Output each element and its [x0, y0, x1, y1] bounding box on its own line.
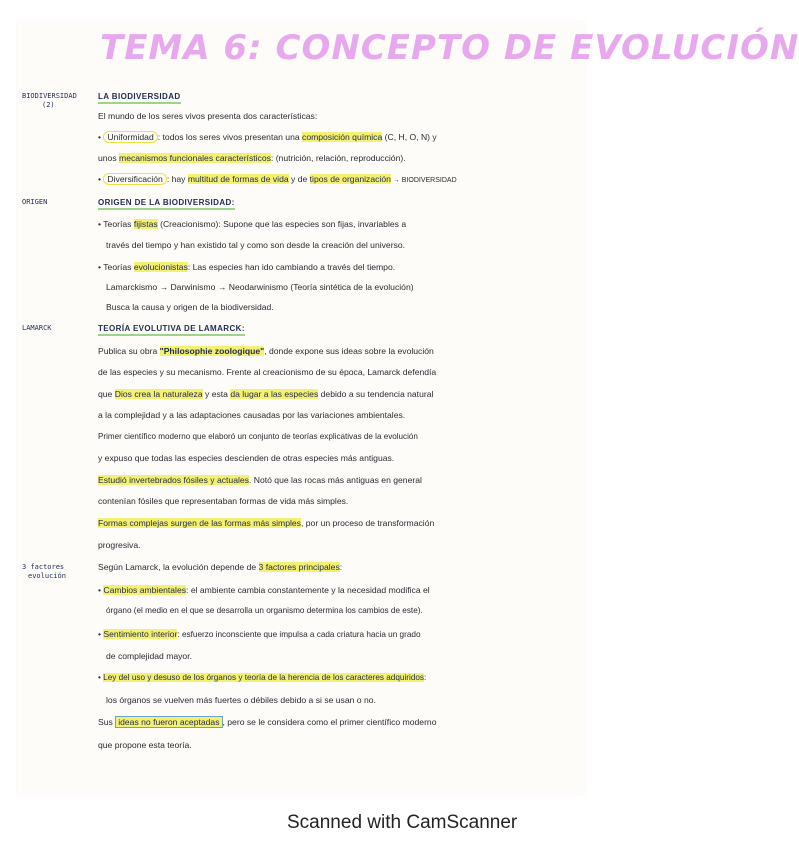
text: Publica su obra — [98, 346, 160, 356]
line-20: contenían fósiles que representaban formas de vida más simples. — [98, 496, 349, 506]
line-26 — [98, 628, 421, 641]
line-13 — [98, 345, 434, 357]
highlight-cambios-ambientales: Cambios ambientales — [103, 585, 187, 595]
highlight-estudio: Estudió — [98, 475, 130, 485]
text: y esta — [202, 389, 231, 399]
line-6 — [98, 196, 235, 209]
text: debido a su tendencia natural — [318, 389, 434, 399]
text: : (nutrición, relación, reproducción). — [270, 153, 406, 163]
line-16: a la complejidad y a las adaptaciones causadas por las variaciones ambientales. — [98, 410, 406, 420]
text: : — [339, 562, 343, 572]
highlight-multitud: multitud de formas de vida — [187, 174, 289, 184]
margin-label-factores — [22, 563, 66, 581]
line-25: órgano (el medio en el que se desarrolla un organismo determina los cambios de este). — [106, 606, 423, 615]
text: : esfuerzo inconsciente que impulsa a cada criatura hacia un grado — [177, 630, 421, 639]
circled-uniformidad: Uniformidad — [103, 131, 157, 143]
highlight-ideas-no-aceptadas: ideas no fueron aceptadas — [115, 716, 222, 728]
margin-label-lamarck: LAMARCK — [22, 324, 52, 332]
text: Neodarwinismo (Teoría sintética de la evolución) — [226, 282, 414, 292]
text: (Creacionismo): Supone que las especies son fijas, invariables a — [157, 219, 407, 229]
line-19 — [98, 474, 422, 486]
line-24 — [98, 584, 430, 596]
highlight-sentimiento: Sentimiento interior — [103, 629, 178, 639]
line-3 — [98, 131, 437, 143]
line-30 — [98, 716, 437, 728]
bullet: • — [98, 629, 104, 639]
line-21 — [98, 517, 434, 529]
text: , pero se le considera como el primer científico moderno — [222, 717, 437, 727]
highlight-formas-complejas: Formas complejas surgen de las formas más simples — [98, 518, 301, 528]
line-8: través del tiempo y han existido tal y como son desde la creación del universo. — [106, 240, 406, 250]
text: Sus — [98, 717, 116, 727]
line-9 — [98, 261, 395, 273]
arrow-right-icon: → — [217, 282, 227, 292]
text: unos — [98, 153, 120, 163]
heading-origen: ORIGEN DE LA BIODIVERSIDAD: — [98, 198, 235, 210]
text: Darwinismo — [168, 282, 218, 292]
margin-factores-text-2: evolución — [28, 572, 66, 580]
circled-diversificacion: Diversificación — [103, 173, 166, 185]
highlight-mecanismos: mecanismos funcionales característicos — [119, 153, 271, 163]
text: : hay — [166, 174, 188, 184]
text: → BIODIVERSIDAD — [390, 177, 457, 184]
line-7 — [98, 218, 406, 230]
text: , donde expone sus ideas sobre la evolución — [264, 346, 434, 356]
margin-label-biodiversidad — [22, 92, 77, 110]
highlight-composicion: composición química — [302, 132, 383, 142]
page-title: TEMA 6: CONCEPTO DE EVOLUCIÓN — [100, 28, 799, 68]
line-29: los órganos se vuelven más fuertes o débiles debido a si se usan o no. — [106, 695, 376, 705]
margin-biodiversidad-text: BIODIVERSIDAD — [22, 92, 77, 100]
text: Según Lamarck, la evolución depende de — [98, 562, 259, 572]
text: : el ambiente cambia constantemente y la necesidad modifica el — [186, 585, 430, 595]
text: que — [98, 389, 115, 399]
line-4 — [98, 152, 406, 164]
line-17: Primer científico moderno que elaboró un conjunto de teorías explicativas de la evolución — [98, 432, 418, 441]
highlight-fijistas: fijistas — [133, 219, 158, 229]
text: y de — [288, 174, 310, 184]
highlight-dios: Dios crea la naturaleza — [114, 389, 203, 399]
highlight-evolucionistas: evolucionistas — [133, 262, 188, 272]
heading-biodiversidad: LA BIODIVERSIDAD — [98, 92, 181, 104]
text: Lamarckismo — [106, 282, 160, 292]
text: , por un proceso de transformación — [300, 518, 435, 528]
text: : Las especies han ido cambiando a través del tiempo. — [187, 262, 396, 272]
line-10 — [98, 281, 414, 293]
text: . Notó que las rocas más antiguas en general — [248, 475, 422, 485]
text: : — [424, 673, 427, 682]
text: • Teorías — [98, 219, 134, 229]
highlight-ley-uso-desuso: Ley del uso y desuso de los órganos y teoría de la herencia de los caracteres adquiridos — [103, 673, 425, 682]
line-11: Busca la causa y origen de la biodiversidad. — [106, 302, 274, 312]
margin-factores-text-1: 3 factores — [22, 563, 65, 571]
text: (C, H, O, N) y — [382, 132, 437, 142]
line-31: que propone esta teoría. — [98, 740, 192, 750]
bullet: • — [98, 585, 104, 595]
heading-lamarck: TEORÍA EVOLUTIVA DE LAMARCK: — [98, 324, 245, 336]
arrow-right-icon: → — [159, 282, 169, 292]
line-14: de las especies y su mecanismo. Frente al creacionismo de su época, Lamarck defendía — [98, 367, 437, 377]
highlight-tipos: tipos de organización — [309, 174, 391, 184]
line-27: de complejidad mayor. — [106, 651, 192, 661]
bullet: • — [98, 132, 104, 142]
scanner-watermark: Scanned with CamScanner — [287, 812, 518, 833]
text: : todos los seres vivos presentan una — [157, 132, 303, 142]
line-22: progresiva. — [98, 540, 141, 550]
margin-biodiversidad-num: (2) — [42, 101, 55, 109]
line-23 — [98, 561, 342, 573]
highlight-especies: da lugar a las especies — [230, 389, 319, 399]
line-28 — [98, 672, 426, 684]
line-5 — [98, 173, 457, 187]
highlight-invertebrados: invertebrados fósiles y actuales — [129, 475, 249, 485]
bullet: • — [98, 673, 104, 682]
line-15 — [98, 388, 433, 400]
text: • Teorías — [98, 262, 134, 272]
line-18: y expuso que todas las especies descienden de otras especies más antiguas. — [98, 453, 395, 463]
margin-label-origen: ORIGEN — [22, 198, 48, 206]
highlight-3-factores: 3 factores principales — [258, 562, 340, 572]
line-1 — [98, 90, 181, 103]
bullet: • — [98, 174, 104, 184]
line-12 — [98, 322, 245, 335]
line-2: El mundo de los seres vivos presenta dos características: — [98, 111, 318, 121]
highlight-philosophie: "Philosophie zoologique" — [159, 346, 265, 356]
